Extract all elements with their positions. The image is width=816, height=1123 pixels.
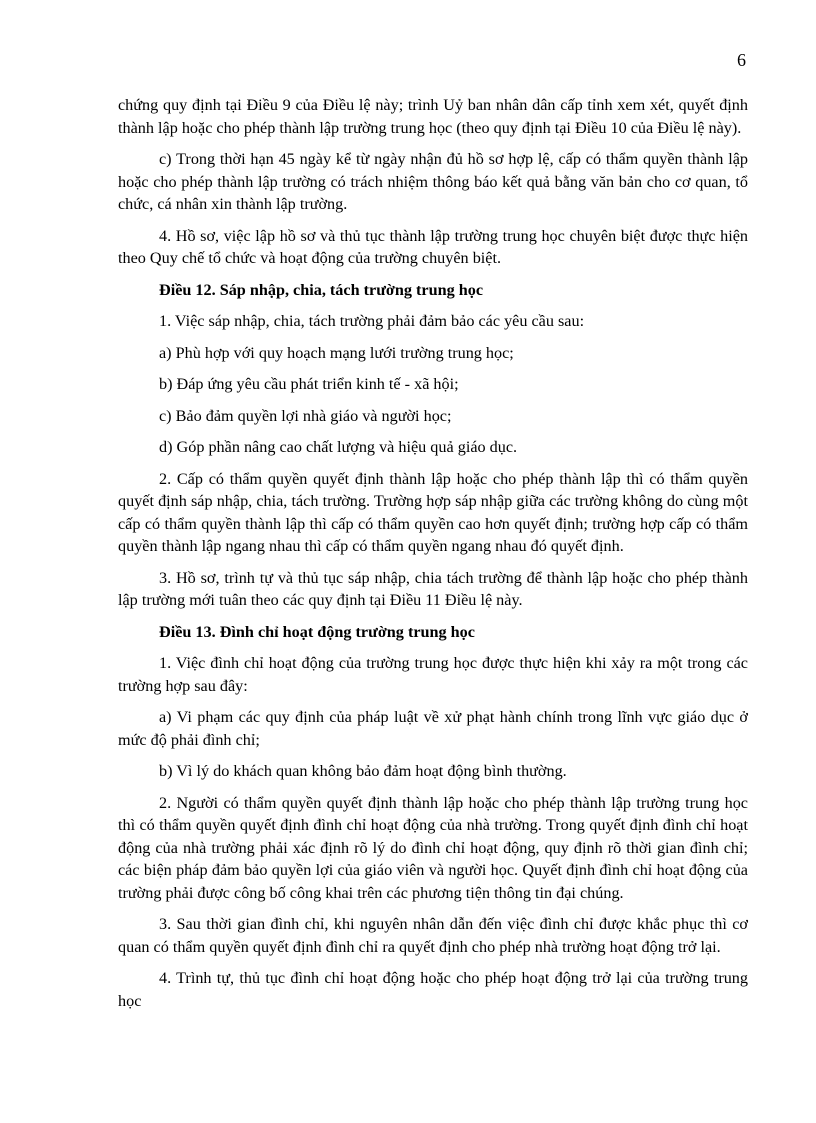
paragraph: 3. Hồ sơ, trình tự và thủ tục sáp nhập, chia tách trường để thành lập hoặc cho phép thành lập trường mới tuân theo các quy định tại Điều 11 Điều lệ này.: [118, 568, 748, 609]
paragraph: 4. Hồ sơ, việc lập hồ sơ và thủ tục thành lập trường trung học chuyên biệt được thực hiện theo Quy chế tổ chức và hoạt động của trường chuyên biệt.: [118, 226, 748, 267]
list-item: a) Phù hợp với quy hoạch mạng lưới trường trung học;: [159, 343, 514, 362]
page-number: 6: [737, 50, 746, 70]
paragraph: 2. Người có thẩm quyền quyết định thành lập hoặc cho phép thành lập trường trung học thì có thẩm quyền quyết định đình chỉ hoạt động của nhà trường. Trong quyết định đình chỉ hoạt động của nhà trường phải xác định rõ lý do đình chỉ hoạt động, quy định rõ thời gian đình chỉ; các biện pháp đảm bảo quyền lợi của giáo viên và người học. Quyết định đình chỉ hoạt động của trường phải được công bố công khai trên các phương tiện thông tin đại chúng.: [118, 793, 748, 902]
paragraph: 4. Trình tự, thủ tục đình chỉ hoạt động hoặc cho phép hoạt động trở lại của trường trung học: [118, 969, 748, 1010]
list-item: b) Đáp ứng yêu cầu phát triển kinh tế - xã hội;: [159, 375, 459, 393]
paragraph: 2. Cấp có thẩm quyền quyết định thành lập hoặc cho phép thành lập thì có thẩm quyền quyết định sáp nhập, chia, tách trường. Trường hợp sáp nhập giữa các trường không do cùng một cấp có thẩm quyền thành lập thì cấp có thẩm quyền cao hơn quyết định; trường hợp cấp có thẩm quyền thành lập ngang nhau thì cấp có thẩm quyền ngang nhau đó quyết định.: [118, 469, 748, 555]
paragraph-continuation: chứng quy định tại Điều 9 của Điều lệ này; trình Uỷ ban nhân dân cấp tỉnh xem xét, quyết định thành lập hoặc cho phép thành lập trường trung học (theo quy định tại Điều 10 của Điều lệ này).: [118, 96, 748, 137]
paragraph: 1. Việc đình chỉ hoạt động của trường trung học được thực hiện khi xảy ra một trong các trường hợp sau đây:: [118, 654, 748, 695]
list-item: b) Vì lý do khách quan không bảo đảm hoạt động bình thường.: [159, 762, 567, 780]
paragraph: 1. Việc sáp nhập, chia, tách trường phải đảm bảo các yêu cầu sau:: [159, 312, 585, 330]
article-13-heading: Điều 13. Đình chỉ hoạt động trường trung học: [159, 622, 475, 641]
document-body: [118, 94, 748, 1021]
list-item: d) Góp phần nâng cao chất lượng và hiệu quả giáo dục.: [159, 438, 518, 456]
paragraph: 3. Sau thời gian đình chỉ, khi nguyên nhân dẫn đến việc đình chỉ được khắc phục thì cơ quan có thẩm quyền quyết định đình chỉ ra quyết định cho phép nhà trường hoạt động trở lại.: [118, 915, 748, 956]
list-item: a) Vi phạm các quy định của pháp luật về xử phạt hành chính trong lĩnh vực giáo dục ở mức độ phải đình chỉ;: [118, 708, 748, 749]
article-12-heading: Điều 12. Sáp nhập, chia, tách trường trung học: [159, 280, 484, 299]
list-item: c) Bảo đảm quyền lợi nhà giáo và người học;: [159, 406, 452, 425]
paragraph: c) Trong thời hạn 45 ngày kể từ ngày nhận đủ hồ sơ hợp lệ, cấp có thẩm quyền thành lập hoặc cho phép thành lập trường có trách nhiệm thông báo kết quả bằng văn bản cho cơ quan, tổ chức, cá nhân xin thành lập trường.: [118, 150, 748, 213]
